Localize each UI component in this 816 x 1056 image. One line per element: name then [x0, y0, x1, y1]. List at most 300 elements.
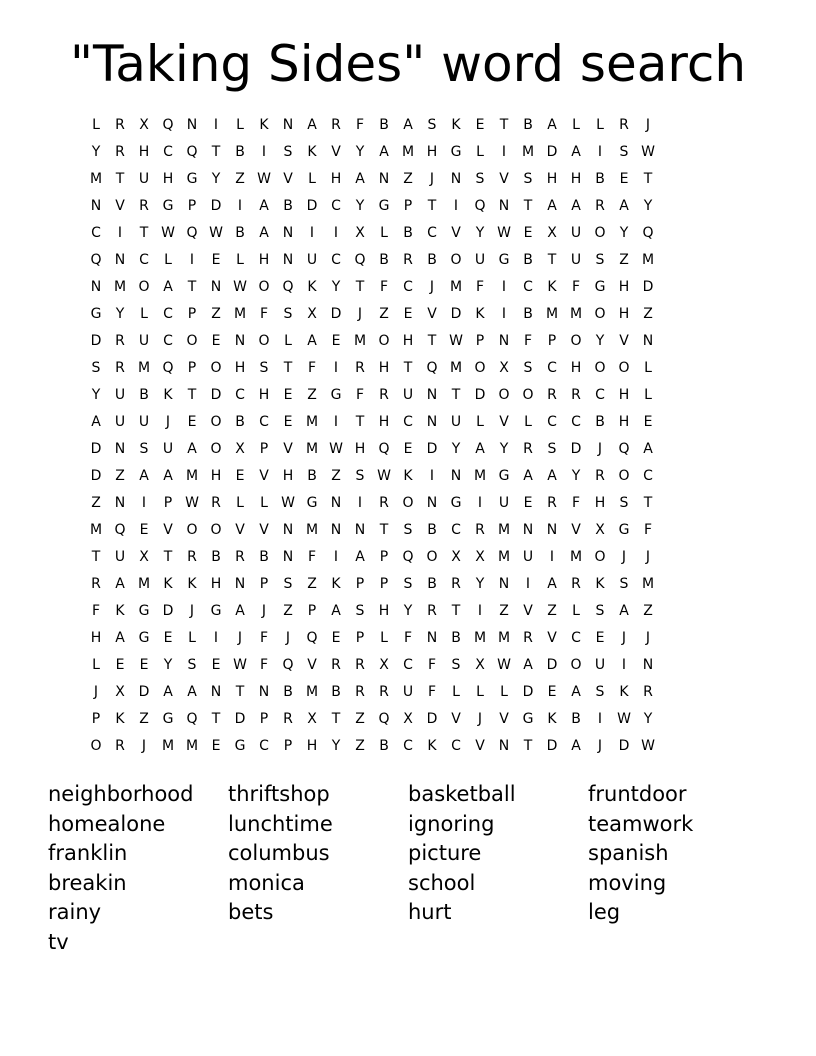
- grid-cell[interactable]: H: [594, 495, 606, 511]
- grid-cell[interactable]: H: [330, 171, 342, 187]
- grid-cell[interactable]: B: [451, 630, 461, 646]
- grid-cell[interactable]: Q: [282, 279, 294, 295]
- grid-cell[interactable]: B: [283, 684, 293, 700]
- grid-cell[interactable]: B: [523, 306, 533, 322]
- grid-cell[interactable]: A: [619, 198, 629, 214]
- grid-cell[interactable]: C: [331, 252, 341, 268]
- grid-cell[interactable]: Y: [571, 468, 581, 484]
- grid-cell[interactable]: W: [497, 225, 511, 241]
- grid-cell[interactable]: Z: [139, 711, 149, 727]
- grid-cell[interactable]: S: [595, 252, 605, 268]
- grid-cell[interactable]: N: [498, 198, 510, 214]
- grid-cell[interactable]: A: [115, 576, 125, 592]
- grid-cell[interactable]: G: [618, 522, 630, 538]
- grid-cell[interactable]: B: [139, 387, 149, 403]
- grid-cell[interactable]: Y: [643, 711, 653, 727]
- grid-cell[interactable]: N: [210, 684, 222, 700]
- grid-cell[interactable]: B: [523, 252, 533, 268]
- grid-cell[interactable]: C: [331, 198, 341, 214]
- grid-cell[interactable]: D: [618, 738, 630, 754]
- grid-cell[interactable]: U: [138, 414, 150, 430]
- grid-cell[interactable]: G: [378, 198, 390, 214]
- grid-cell[interactable]: U: [474, 252, 486, 268]
- grid-cell[interactable]: U: [570, 252, 582, 268]
- grid-cell[interactable]: M: [305, 414, 319, 430]
- grid-cell[interactable]: H: [570, 360, 582, 376]
- grid-cell[interactable]: C: [451, 738, 461, 754]
- grid-cell[interactable]: M: [497, 522, 511, 538]
- grid-cell[interactable]: T: [235, 684, 245, 700]
- grid-cell[interactable]: Y: [619, 225, 629, 241]
- grid-cell[interactable]: M: [641, 576, 655, 592]
- grid-cell[interactable]: I: [237, 198, 243, 214]
- grid-cell[interactable]: O: [594, 549, 606, 565]
- grid-cell[interactable]: M: [185, 738, 199, 754]
- grid-cell[interactable]: T: [499, 117, 509, 133]
- grid-cell[interactable]: L: [500, 684, 508, 700]
- grid-cell[interactable]: W: [377, 468, 391, 484]
- grid-cell[interactable]: U: [402, 387, 414, 403]
- grid-cell[interactable]: J: [597, 738, 603, 754]
- grid-cell[interactable]: J: [237, 630, 243, 646]
- grid-cell[interactable]: Q: [378, 711, 390, 727]
- grid-cell[interactable]: V: [571, 522, 581, 538]
- grid-cell[interactable]: R: [379, 684, 389, 700]
- grid-cell[interactable]: B: [235, 144, 245, 160]
- grid-cell[interactable]: J: [621, 549, 627, 565]
- grid-cell[interactable]: F: [475, 279, 485, 295]
- grid-cell[interactable]: K: [451, 117, 461, 133]
- grid-cell[interactable]: I: [333, 414, 339, 430]
- grid-cell[interactable]: N: [258, 684, 270, 700]
- grid-cell[interactable]: T: [187, 387, 197, 403]
- grid-cell[interactable]: S: [523, 360, 533, 376]
- grid-cell[interactable]: O: [618, 468, 630, 484]
- grid-cell[interactable]: H: [162, 171, 174, 187]
- grid-cell[interactable]: B: [595, 171, 605, 187]
- grid-cell[interactable]: O: [258, 333, 270, 349]
- grid-cell[interactable]: L: [236, 117, 244, 133]
- grid-cell[interactable]: H: [258, 252, 270, 268]
- grid-cell[interactable]: T: [427, 333, 437, 349]
- grid-cell[interactable]: R: [115, 144, 125, 160]
- grid-cell[interactable]: G: [498, 468, 510, 484]
- grid-cell[interactable]: W: [161, 225, 175, 241]
- grid-cell[interactable]: A: [187, 441, 197, 457]
- grid-cell[interactable]: P: [355, 576, 365, 592]
- grid-cell[interactable]: C: [139, 252, 149, 268]
- grid-cell[interactable]: X: [355, 225, 365, 241]
- grid-cell[interactable]: E: [211, 738, 221, 754]
- grid-cell[interactable]: D: [90, 468, 102, 484]
- grid-cell[interactable]: C: [547, 414, 557, 430]
- grid-cell[interactable]: M: [89, 171, 103, 187]
- grid-cell[interactable]: A: [139, 468, 149, 484]
- grid-cell[interactable]: O: [594, 306, 606, 322]
- grid-cell[interactable]: F: [523, 333, 533, 349]
- grid-cell[interactable]: O: [426, 549, 438, 565]
- grid-cell[interactable]: C: [571, 414, 581, 430]
- grid-cell[interactable]: M: [497, 549, 511, 565]
- grid-cell[interactable]: O: [138, 279, 150, 295]
- grid-cell[interactable]: T: [163, 549, 173, 565]
- grid-cell[interactable]: P: [379, 576, 389, 592]
- grid-cell[interactable]: E: [475, 117, 485, 133]
- grid-cell[interactable]: L: [452, 684, 460, 700]
- grid-cell[interactable]: U: [114, 387, 126, 403]
- grid-cell[interactable]: D: [306, 198, 318, 214]
- grid-cell[interactable]: J: [429, 171, 435, 187]
- grid-cell[interactable]: W: [497, 657, 511, 673]
- grid-cell[interactable]: R: [619, 117, 629, 133]
- grid-cell[interactable]: B: [307, 468, 317, 484]
- grid-cell[interactable]: F: [427, 657, 437, 673]
- grid-cell[interactable]: Q: [162, 360, 174, 376]
- grid-cell[interactable]: A: [235, 603, 245, 619]
- grid-cell[interactable]: W: [329, 441, 343, 457]
- grid-cell[interactable]: H: [426, 144, 438, 160]
- grid-cell[interactable]: B: [427, 252, 437, 268]
- grid-cell[interactable]: M: [137, 360, 151, 376]
- grid-cell[interactable]: L: [92, 657, 100, 673]
- grid-cell[interactable]: R: [355, 657, 365, 673]
- grid-cell[interactable]: P: [403, 198, 413, 214]
- grid-cell[interactable]: R: [547, 387, 557, 403]
- grid-cell[interactable]: T: [523, 198, 533, 214]
- grid-cell[interactable]: P: [307, 603, 317, 619]
- grid-cell[interactable]: E: [283, 387, 293, 403]
- grid-cell[interactable]: L: [644, 360, 652, 376]
- grid-cell[interactable]: N: [234, 333, 246, 349]
- grid-cell[interactable]: B: [379, 252, 389, 268]
- grid-cell[interactable]: Q: [474, 198, 486, 214]
- grid-cell[interactable]: I: [429, 468, 435, 484]
- grid-cell[interactable]: R: [523, 441, 533, 457]
- grid-cell[interactable]: Q: [378, 441, 390, 457]
- grid-cell[interactable]: X: [139, 549, 149, 565]
- grid-cell[interactable]: Q: [642, 225, 654, 241]
- grid-cell[interactable]: Y: [91, 387, 101, 403]
- grid-cell[interactable]: F: [427, 684, 437, 700]
- grid-cell[interactable]: X: [499, 360, 509, 376]
- grid-cell[interactable]: H: [354, 441, 366, 457]
- grid-cell[interactable]: I: [453, 198, 459, 214]
- grid-cell[interactable]: G: [138, 630, 150, 646]
- grid-cell[interactable]: V: [427, 306, 437, 322]
- grid-cell[interactable]: D: [546, 657, 558, 673]
- grid-cell[interactable]: M: [305, 684, 319, 700]
- grid-cell[interactable]: F: [355, 117, 365, 133]
- grid-cell[interactable]: R: [115, 117, 125, 133]
- grid-cell[interactable]: O: [258, 279, 270, 295]
- grid-cell[interactable]: O: [474, 360, 486, 376]
- grid-cell[interactable]: R: [595, 198, 605, 214]
- grid-cell[interactable]: I: [477, 495, 483, 511]
- grid-cell[interactable]: M: [497, 630, 511, 646]
- grid-cell[interactable]: G: [186, 171, 198, 187]
- grid-cell[interactable]: B: [403, 225, 413, 241]
- grid-cell[interactable]: V: [283, 441, 293, 457]
- grid-cell[interactable]: T: [331, 711, 341, 727]
- grid-cell[interactable]: D: [546, 738, 558, 754]
- grid-cell[interactable]: R: [139, 198, 149, 214]
- grid-cell[interactable]: C: [403, 414, 413, 430]
- grid-cell[interactable]: D: [210, 198, 222, 214]
- grid-cell[interactable]: G: [498, 252, 510, 268]
- grid-cell[interactable]: Z: [643, 603, 653, 619]
- grid-cell[interactable]: R: [403, 252, 413, 268]
- grid-cell[interactable]: Y: [91, 144, 101, 160]
- grid-cell[interactable]: Z: [499, 603, 509, 619]
- grid-cell[interactable]: B: [283, 198, 293, 214]
- grid-cell[interactable]: B: [571, 711, 581, 727]
- grid-cell[interactable]: T: [211, 144, 221, 160]
- grid-cell[interactable]: B: [235, 225, 245, 241]
- grid-cell[interactable]: H: [378, 603, 390, 619]
- grid-cell[interactable]: Q: [186, 144, 198, 160]
- grid-cell[interactable]: R: [91, 576, 101, 592]
- grid-cell[interactable]: C: [571, 630, 581, 646]
- grid-cell[interactable]: D: [234, 711, 246, 727]
- grid-cell[interactable]: D: [522, 684, 534, 700]
- grid-cell[interactable]: N: [114, 252, 126, 268]
- grid-cell[interactable]: N: [90, 198, 102, 214]
- grid-cell[interactable]: P: [259, 576, 269, 592]
- grid-cell[interactable]: Q: [90, 252, 102, 268]
- grid-cell[interactable]: O: [450, 252, 462, 268]
- grid-cell[interactable]: V: [307, 657, 317, 673]
- grid-cell[interactable]: I: [213, 630, 219, 646]
- grid-cell[interactable]: O: [570, 657, 582, 673]
- grid-cell[interactable]: K: [475, 306, 485, 322]
- grid-cell[interactable]: S: [355, 603, 365, 619]
- grid-cell[interactable]: D: [90, 333, 102, 349]
- grid-cell[interactable]: G: [210, 603, 222, 619]
- grid-cell[interactable]: Z: [379, 306, 389, 322]
- grid-cell[interactable]: G: [330, 387, 342, 403]
- grid-cell[interactable]: S: [283, 144, 293, 160]
- grid-cell[interactable]: X: [475, 657, 485, 673]
- grid-cell[interactable]: I: [141, 495, 147, 511]
- grid-cell[interactable]: N: [234, 576, 246, 592]
- grid-cell[interactable]: W: [449, 333, 463, 349]
- grid-cell[interactable]: T: [547, 252, 557, 268]
- grid-cell[interactable]: R: [331, 657, 341, 673]
- grid-cell[interactable]: B: [331, 684, 341, 700]
- grid-cell[interactable]: C: [235, 387, 245, 403]
- grid-cell[interactable]: U: [138, 171, 150, 187]
- grid-cell[interactable]: H: [402, 333, 414, 349]
- grid-cell[interactable]: N: [498, 738, 510, 754]
- grid-cell[interactable]: C: [91, 225, 101, 241]
- grid-cell[interactable]: P: [379, 549, 389, 565]
- grid-cell[interactable]: A: [259, 198, 269, 214]
- grid-cell[interactable]: Y: [595, 333, 605, 349]
- grid-cell[interactable]: T: [427, 198, 437, 214]
- grid-cell[interactable]: Y: [331, 279, 341, 295]
- grid-cell[interactable]: V: [547, 630, 557, 646]
- grid-cell[interactable]: F: [355, 387, 365, 403]
- grid-cell[interactable]: R: [427, 603, 437, 619]
- grid-cell[interactable]: R: [571, 387, 581, 403]
- grid-cell[interactable]: Q: [186, 225, 198, 241]
- grid-cell[interactable]: O: [594, 360, 606, 376]
- grid-cell[interactable]: N: [210, 279, 222, 295]
- grid-cell[interactable]: Z: [211, 306, 221, 322]
- grid-cell[interactable]: C: [403, 738, 413, 754]
- grid-cell[interactable]: O: [186, 522, 198, 538]
- grid-cell[interactable]: M: [473, 468, 487, 484]
- grid-cell[interactable]: O: [594, 225, 606, 241]
- grid-cell[interactable]: A: [523, 468, 533, 484]
- grid-cell[interactable]: Y: [331, 738, 341, 754]
- grid-cell[interactable]: W: [185, 495, 199, 511]
- grid-cell[interactable]: T: [379, 522, 389, 538]
- grid-cell[interactable]: T: [403, 360, 413, 376]
- grid-cell[interactable]: G: [234, 738, 246, 754]
- grid-cell[interactable]: G: [90, 306, 102, 322]
- grid-cell[interactable]: N: [498, 576, 510, 592]
- grid-cell[interactable]: H: [90, 630, 102, 646]
- grid-cell[interactable]: T: [115, 171, 125, 187]
- grid-cell[interactable]: L: [644, 387, 652, 403]
- grid-cell[interactable]: A: [163, 468, 173, 484]
- grid-cell[interactable]: E: [235, 468, 245, 484]
- grid-cell[interactable]: E: [139, 657, 149, 673]
- grid-cell[interactable]: J: [645, 630, 651, 646]
- grid-cell[interactable]: G: [522, 711, 534, 727]
- grid-cell[interactable]: J: [429, 279, 435, 295]
- grid-cell[interactable]: C: [163, 144, 173, 160]
- grid-cell[interactable]: X: [547, 225, 557, 241]
- grid-cell[interactable]: F: [571, 495, 581, 511]
- grid-cell[interactable]: N: [498, 333, 510, 349]
- grid-cell[interactable]: I: [621, 657, 627, 673]
- grid-cell[interactable]: X: [115, 684, 125, 700]
- grid-cell[interactable]: V: [619, 333, 629, 349]
- grid-cell[interactable]: R: [475, 522, 485, 538]
- grid-cell[interactable]: G: [594, 279, 606, 295]
- grid-cell[interactable]: X: [451, 549, 461, 565]
- grid-cell[interactable]: L: [260, 495, 268, 511]
- grid-cell[interactable]: A: [643, 441, 653, 457]
- grid-cell[interactable]: S: [595, 603, 605, 619]
- grid-cell[interactable]: K: [115, 711, 125, 727]
- grid-cell[interactable]: E: [547, 684, 557, 700]
- grid-cell[interactable]: D: [426, 711, 438, 727]
- grid-cell[interactable]: P: [187, 198, 197, 214]
- grid-cell[interactable]: E: [643, 414, 653, 430]
- grid-cell[interactable]: O: [498, 387, 510, 403]
- grid-cell[interactable]: F: [403, 630, 413, 646]
- grid-cell[interactable]: U: [402, 684, 414, 700]
- grid-cell[interactable]: V: [451, 711, 461, 727]
- grid-cell[interactable]: M: [89, 522, 103, 538]
- grid-cell[interactable]: H: [210, 468, 222, 484]
- grid-cell[interactable]: L: [284, 333, 292, 349]
- grid-cell[interactable]: A: [91, 414, 101, 430]
- grid-cell[interactable]: T: [643, 171, 653, 187]
- grid-cell[interactable]: A: [187, 684, 197, 700]
- grid-cell[interactable]: R: [523, 630, 533, 646]
- grid-cell[interactable]: H: [618, 306, 630, 322]
- grid-cell[interactable]: O: [210, 522, 222, 538]
- grid-cell[interactable]: L: [188, 630, 196, 646]
- grid-cell[interactable]: W: [641, 144, 655, 160]
- grid-cell[interactable]: S: [283, 306, 293, 322]
- grid-cell[interactable]: Z: [115, 468, 125, 484]
- grid-cell[interactable]: A: [619, 603, 629, 619]
- grid-cell[interactable]: I: [597, 144, 603, 160]
- grid-cell[interactable]: M: [305, 441, 319, 457]
- grid-cell[interactable]: R: [547, 495, 557, 511]
- grid-cell[interactable]: J: [357, 306, 363, 322]
- grid-cell[interactable]: E: [403, 441, 413, 457]
- grid-cell[interactable]: T: [451, 603, 461, 619]
- grid-cell[interactable]: A: [331, 603, 341, 619]
- grid-cell[interactable]: L: [140, 306, 148, 322]
- grid-cell[interactable]: U: [570, 225, 582, 241]
- grid-cell[interactable]: C: [259, 738, 269, 754]
- grid-cell[interactable]: T: [355, 414, 365, 430]
- grid-cell[interactable]: R: [187, 549, 197, 565]
- grid-cell[interactable]: W: [641, 738, 655, 754]
- grid-cell[interactable]: F: [259, 306, 269, 322]
- grid-cell[interactable]: F: [307, 360, 317, 376]
- grid-cell[interactable]: M: [113, 279, 127, 295]
- grid-cell[interactable]: J: [285, 630, 291, 646]
- grid-cell[interactable]: O: [186, 333, 198, 349]
- grid-cell[interactable]: T: [139, 225, 149, 241]
- grid-cell[interactable]: I: [189, 252, 195, 268]
- grid-cell[interactable]: R: [379, 495, 389, 511]
- grid-cell[interactable]: N: [546, 522, 558, 538]
- grid-cell[interactable]: C: [163, 333, 173, 349]
- grid-cell[interactable]: K: [187, 576, 197, 592]
- grid-cell[interactable]: Y: [451, 441, 461, 457]
- grid-cell[interactable]: H: [138, 144, 150, 160]
- grid-cell[interactable]: E: [523, 225, 533, 241]
- grid-cell[interactable]: O: [210, 360, 222, 376]
- grid-cell[interactable]: I: [597, 711, 603, 727]
- grid-cell[interactable]: D: [90, 441, 102, 457]
- grid-cell[interactable]: Z: [643, 306, 653, 322]
- grid-cell[interactable]: K: [547, 711, 557, 727]
- grid-cell[interactable]: A: [547, 198, 557, 214]
- grid-cell[interactable]: J: [141, 738, 147, 754]
- grid-cell[interactable]: W: [617, 711, 631, 727]
- grid-cell[interactable]: N: [642, 333, 654, 349]
- grid-cell[interactable]: I: [333, 549, 339, 565]
- grid-cell[interactable]: W: [233, 657, 247, 673]
- grid-cell[interactable]: W: [233, 279, 247, 295]
- grid-cell[interactable]: Z: [283, 603, 293, 619]
- grid-cell[interactable]: V: [499, 711, 509, 727]
- grid-cell[interactable]: S: [619, 576, 629, 592]
- grid-cell[interactable]: L: [236, 495, 244, 511]
- grid-cell[interactable]: M: [401, 144, 415, 160]
- grid-cell[interactable]: D: [138, 684, 150, 700]
- grid-cell[interactable]: J: [261, 603, 267, 619]
- grid-cell[interactable]: M: [161, 738, 175, 754]
- grid-cell[interactable]: L: [236, 252, 244, 268]
- grid-cell[interactable]: V: [499, 414, 509, 430]
- grid-cell[interactable]: L: [380, 630, 388, 646]
- grid-cell[interactable]: P: [187, 360, 197, 376]
- grid-cell[interactable]: L: [476, 414, 484, 430]
- grid-cell[interactable]: C: [451, 522, 461, 538]
- grid-cell[interactable]: D: [546, 144, 558, 160]
